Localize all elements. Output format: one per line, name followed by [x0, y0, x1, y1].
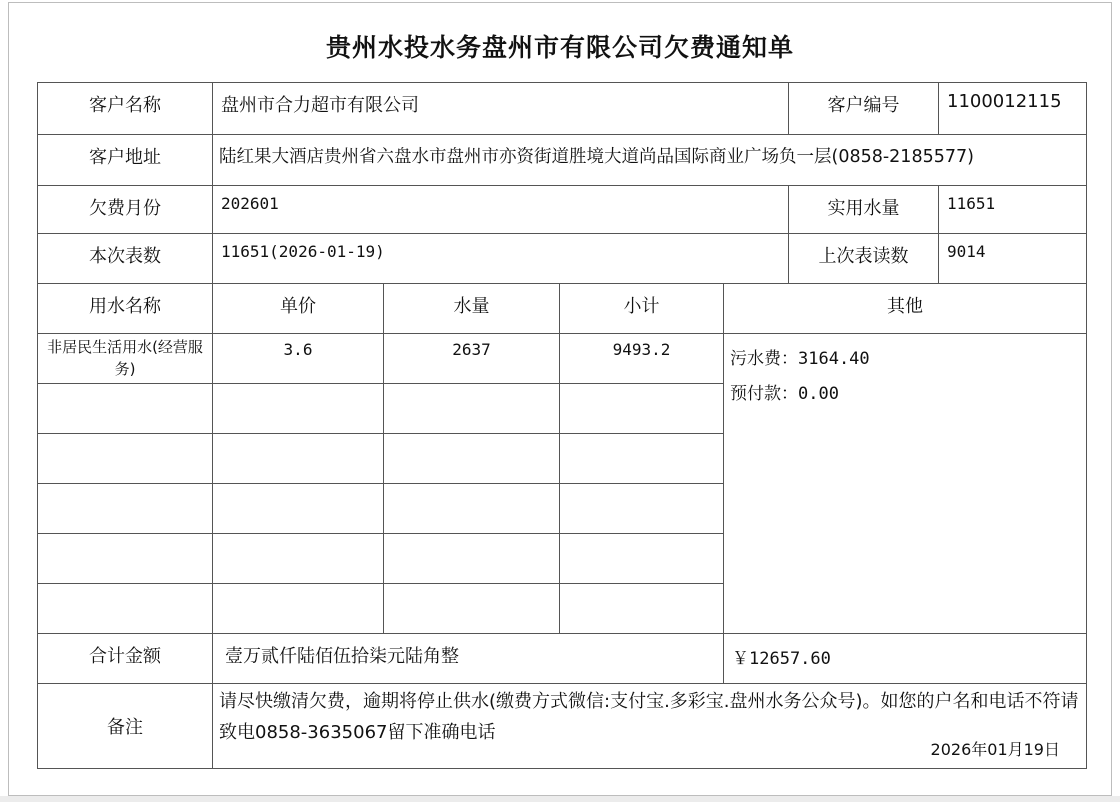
- col-header-subtotal: 小计: [560, 284, 724, 334]
- customer-name-label: 客户名称: [38, 83, 213, 135]
- other-charges-cell: [724, 334, 1087, 634]
- table-empty-cell: [213, 484, 384, 534]
- total-amount-label: 合计金额: [38, 634, 213, 684]
- notice-title: 贵州水投水务盘州市有限公司欠费通知单: [325, 33, 794, 62]
- table-empty-cell: [560, 484, 724, 534]
- customer-id-label: 客户编号: [789, 83, 939, 135]
- table-empty-cell: [38, 584, 213, 634]
- table-empty-cell: [213, 384, 384, 434]
- table-empty-cell: [38, 534, 213, 584]
- customer-name-value: 盘州市合力超市有限公司: [213, 83, 789, 135]
- col-header-other: 其他: [724, 284, 1087, 334]
- table-empty-cell: [384, 584, 560, 634]
- arrears-month-label: 欠费月份: [38, 186, 213, 234]
- notice-date: 2026年01月19日: [930, 740, 1060, 759]
- page-bottom-edge: [0, 796, 1120, 802]
- total-amount-chinese: 壹万贰仟陆佰伍拾柒元陆角整: [213, 634, 724, 684]
- col-header-usage-name: 用水名称: [38, 284, 213, 334]
- col-header-unit-price: 单价: [213, 284, 384, 334]
- col-header-quantity: 水量: [384, 284, 560, 334]
- customer-id-value: 1100012115: [939, 83, 1087, 135]
- quantity-cell: 2637: [384, 334, 560, 384]
- remark-cell: [213, 684, 1087, 769]
- table-empty-cell: [560, 384, 724, 434]
- notice-table: [37, 82, 1087, 769]
- prepaid-amount: 预付款：0.00: [730, 384, 839, 404]
- table-empty-cell: [384, 434, 560, 484]
- table-empty-cell: [384, 534, 560, 584]
- remark-label: 备注: [38, 684, 213, 769]
- table-empty-cell: [38, 434, 213, 484]
- customer-address-value: 陆红果大酒店贵州省六盘水市盘州市亦资街道胜境大道尚品国际商业广场负一层(0858-2185577): [213, 135, 1087, 186]
- sewage-fee: 污水费：3164.40: [730, 349, 870, 369]
- subtotal-cell: 9493.2: [560, 334, 724, 384]
- table-empty-cell: [38, 384, 213, 434]
- previous-reading-label: 上次表读数: [789, 234, 939, 284]
- table-empty-cell: [213, 434, 384, 484]
- unit-price-cell: 3.6: [213, 334, 384, 384]
- previous-reading-value: 9014: [939, 234, 1087, 284]
- customer-address-label: 客户地址: [38, 135, 213, 186]
- table-empty-cell: [560, 534, 724, 584]
- table-empty-cell: [213, 534, 384, 584]
- current-reading-label: 本次表数: [38, 234, 213, 284]
- table-empty-cell: [213, 584, 384, 634]
- actual-water-value: 11651: [939, 186, 1087, 234]
- remark-text: 请尽快缴清欠费，逾期将停止供水(缴费方式微信:支付宝.多彩宝.盘州水务公众号)。如您的户名和电话不符请致电0858-3635067留下准确电话: [219, 691, 1079, 743]
- current-reading-value: 11651(2026-01-19): [213, 234, 789, 284]
- arrears-month-value: 202601: [213, 186, 789, 234]
- actual-water-label: 实用水量: [789, 186, 939, 234]
- total-amount-value: ￥12657.60: [724, 634, 1087, 684]
- table-empty-cell: [38, 484, 213, 534]
- table-empty-cell: [560, 584, 724, 634]
- table-empty-cell: [384, 384, 560, 434]
- table-empty-cell: [560, 434, 724, 484]
- usage-name-cell: 非居民生活用水(经营服务): [38, 334, 213, 384]
- table-empty-cell: [384, 484, 560, 534]
